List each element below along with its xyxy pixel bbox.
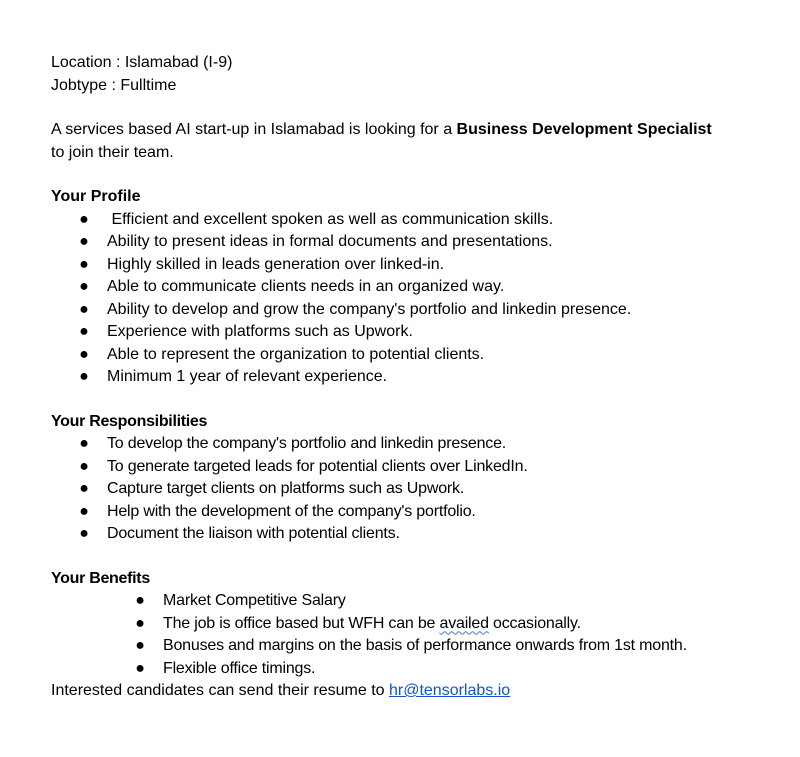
list-item: ● To generate targeted leads for potential clients over LinkedIn. xyxy=(51,456,791,479)
job-posting-document xyxy=(51,52,791,703)
list-item: ● Capture target clients on platforms such as Upwork. xyxy=(51,478,791,501)
responsibilities-list xyxy=(51,433,791,546)
list-item: ● Ability to develop and grow the company's portfolio and linkedin presence. xyxy=(51,299,791,322)
list-item: ● Document the liaison with potential clients. xyxy=(51,523,791,546)
list-item: ● Ability to present ideas in formal documents and presentations. xyxy=(51,231,791,254)
bullet-icon: ● xyxy=(79,300,89,318)
list-item: ● Help with the development of the company's portfolio. xyxy=(51,501,791,524)
jobtype-line: Jobtype : Fulltime xyxy=(51,76,177,94)
spacer xyxy=(51,546,791,568)
list-item: ● Bonuses and margins on the basis of performance onwards from 1st month. xyxy=(51,635,791,658)
benefits-list xyxy=(51,590,791,680)
list-item: ● Experience with platforms such as Upwork. xyxy=(51,321,791,344)
list-item: ● Minimum 1 year of relevant experience. xyxy=(51,366,791,389)
bullet-icon: ● xyxy=(79,457,89,475)
intro-text-end: to join their team. xyxy=(51,143,174,161)
list-item: ● Highly skilled in leads generation over linked-in. xyxy=(51,254,791,277)
bullet-icon: ● xyxy=(135,614,145,632)
spacer xyxy=(51,97,791,119)
spacer xyxy=(51,164,791,186)
bullet-icon: ● xyxy=(79,233,89,250)
bullet-icon: ● xyxy=(79,525,89,542)
closing-text: Interested candidates can send their resume to xyxy=(51,682,389,699)
profile-heading: Your Profile xyxy=(51,188,141,205)
intro-paragraph xyxy=(51,119,771,164)
bullet-icon: ● xyxy=(79,255,89,273)
intro-text: A services based AI start-up in Islamabad is looking for a xyxy=(51,121,457,138)
list-item: ● Market Competitive Salary xyxy=(51,590,791,613)
bullet-icon: ● xyxy=(79,210,89,228)
bullet-icon: ● xyxy=(79,368,89,385)
bullet-icon: ● xyxy=(135,659,145,677)
bullet-icon: ● xyxy=(135,592,145,609)
role-title: Business Development Specialist xyxy=(456,121,712,138)
list-item: ● Able to represent the organization to potential clients. xyxy=(51,344,791,367)
bullet-icon: ● xyxy=(79,345,89,363)
bullet-icon: ● xyxy=(79,278,89,295)
list-item: ● The job is office based but WFH can be availed occasionally. xyxy=(51,613,791,636)
list-item: ● Flexible office timings. xyxy=(51,658,791,681)
benefits-heading: Your Benefits xyxy=(51,569,150,587)
list-item: ● Able to communicate clients needs in an organized way. xyxy=(51,276,791,299)
bullet-icon: ● xyxy=(135,637,145,654)
spellcheck-flagged-word[interactable]: availed xyxy=(439,614,489,632)
bullet-icon: ● xyxy=(79,502,89,520)
list-item: ● To develop the company's portfolio and linkedin presence. xyxy=(51,433,791,456)
bullet-icon: ● xyxy=(79,323,89,340)
bullet-icon: ● xyxy=(79,435,89,452)
location-line: Location : Islamabad (I-9) xyxy=(51,54,233,71)
profile-list xyxy=(51,209,791,389)
email-link[interactable]: hr@tensorlabs.io xyxy=(388,682,511,699)
bullet-icon: ● xyxy=(79,480,89,497)
list-item: ● Efficient and excellent spoken as well as communication skills. xyxy=(51,209,791,232)
spacer xyxy=(51,389,791,411)
closing-line xyxy=(51,680,791,703)
responsibilities-heading: Your Responsibilities xyxy=(51,412,208,430)
